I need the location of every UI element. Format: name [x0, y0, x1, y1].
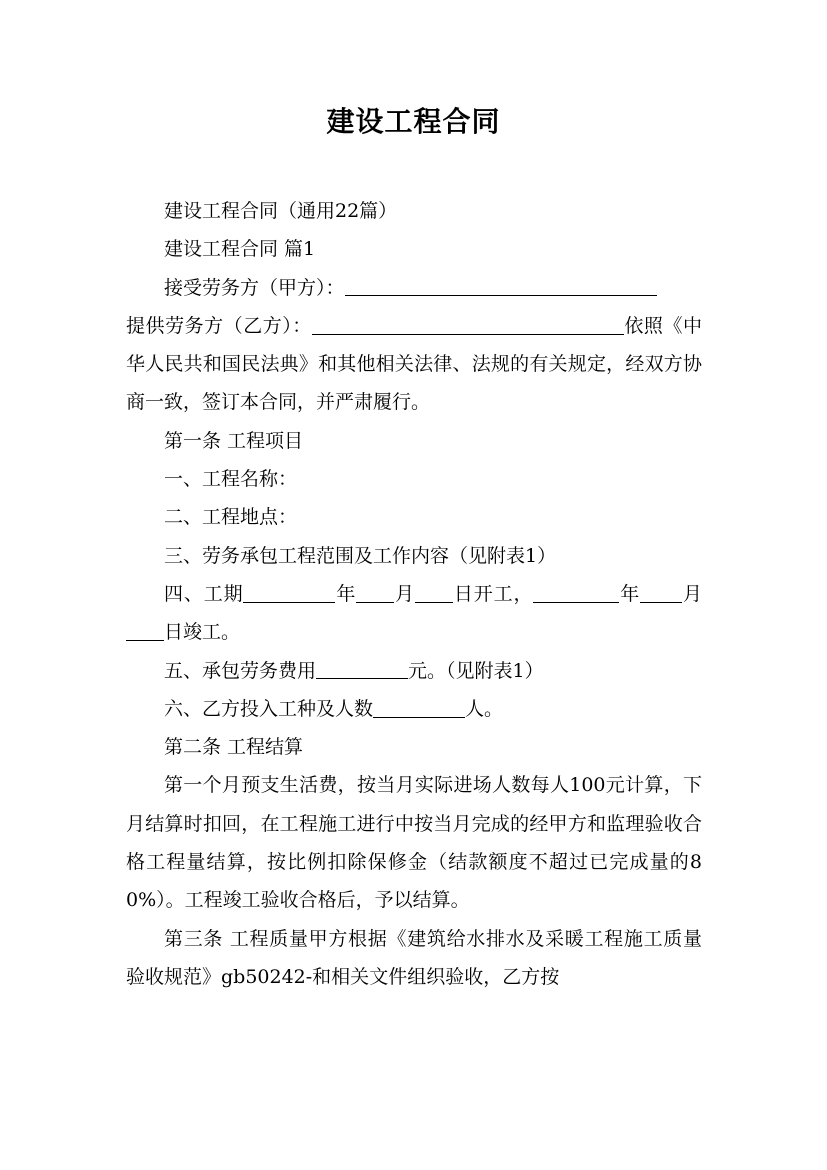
workers-paragraph — [126, 690, 702, 728]
party-b-label: 提供劳务方（乙方）： — [126, 314, 312, 337]
party-a-label: 接受劳务方（甲方）： — [164, 276, 345, 299]
workers-blank — [373, 698, 465, 718]
article-2-heading: 第二条 工程结算 — [164, 736, 304, 759]
article-3-paragraph: 第三条 工程质量甲方根据《建筑给水排水及采暖工程施工质量验收规范》gb50242-和相关文件组织验收，乙方按 — [126, 927, 702, 988]
end-day-blank — [126, 621, 164, 641]
end-year-label: 年 — [619, 582, 641, 605]
party-b-paragraph — [126, 307, 702, 422]
start-label: 日开工， — [452, 582, 534, 605]
completion-label: 日竣工。 — [164, 621, 241, 644]
month-label: 月 — [394, 582, 415, 605]
end-month-label: 月 — [682, 582, 702, 605]
fee-paragraph — [126, 652, 702, 690]
start-day-blank — [415, 583, 453, 603]
article-1-heading: 第一条 工程项目 — [164, 429, 304, 452]
settlement-paragraph: 第一个月预支生活费，按当月实际进场人数每人100元计算，下月结算时扣回，在工程施工进行中按当月完成的经甲方和监理验收合格工程量结算，按比例扣除保修金（结款额度不超过已完成量的80%）。工程竣工验收合格后，予以结算。 — [126, 774, 702, 912]
subtitle-paragraph: 建设工程合同（通用22篇） — [164, 200, 398, 222]
workers-label: 六、乙方投入工种及人数 — [164, 697, 374, 720]
party-b-tail: 依照《中华人民共和国民法典》和其他相关法律、法规的有关规定，经双方协商一致，签订本合同，并严肃履行。 — [126, 314, 702, 414]
year-label: 年 — [335, 582, 357, 605]
party-a-blank — [345, 276, 657, 296]
fee-unit: 元。（见附表1） — [408, 659, 544, 682]
document-title: 建设工程合同 — [326, 105, 501, 138]
duration-label: 四、工期 — [164, 582, 244, 605]
start-year-blank — [243, 583, 335, 603]
start-month-blank — [356, 583, 394, 603]
scope-line: 三、劳务承包工程范围及工作内容（见附表1） — [164, 544, 557, 567]
workers-unit: 人。 — [465, 697, 504, 720]
project-name-line: 一、工程名称： — [164, 468, 298, 491]
project-location-line: 二、工程地点： — [164, 506, 298, 529]
party-b-blank — [312, 315, 624, 335]
section-heading: 建设工程合同 篇1 — [164, 238, 316, 261]
fee-label: 五、承包劳务费用 — [164, 659, 317, 682]
fee-blank — [316, 659, 408, 679]
party-a-line — [126, 269, 702, 307]
document-body — [126, 192, 702, 996]
duration-paragraph — [126, 575, 702, 652]
end-year-blank — [533, 583, 619, 603]
end-month-blank-a — [640, 583, 682, 603]
